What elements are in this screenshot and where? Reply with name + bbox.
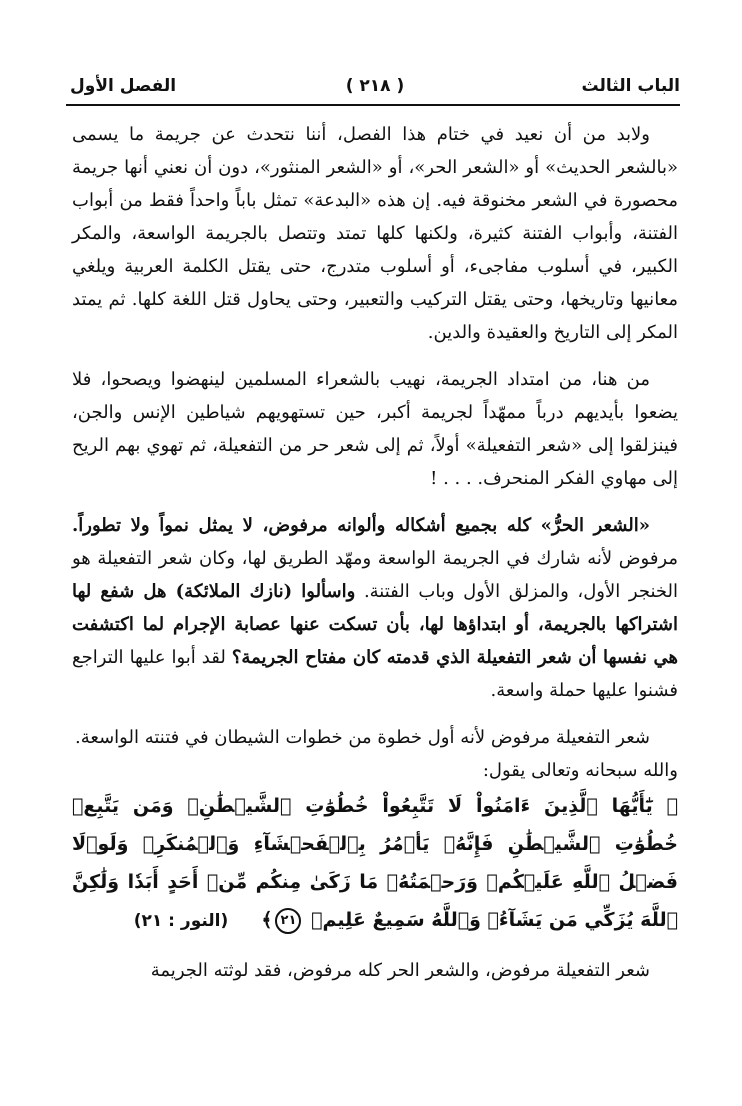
page-number: ( ٢١٨ ) (345, 76, 405, 96)
quran-verse-text: ﴿ يَٰٓأَيُّهَا ٱلَّذِينَ ءَامَنُواْ لَا تَتَّبِعُواْ خُطُوَٰتِ ٱلشَّيۡطَٰنِۚ وَمَن يَتَّبِعۡ خُطُوَٰتِ ٱلشَّيۡطَٰنِ فَإِنَّهُۥ يَأۡمُرُ بِٱلۡفَحۡشَآءِ وَٱلۡمُنكَرِۚ وَلَوۡلَا فَضۡلُ ٱللَّهِ عَلَيۡكُمۡ وَرَحۡمَتُهُۥ مَا زَكَىٰ مِنكُم مِّنۡ أَحَدٍ أَبَدٗا وَلَٰكِنَّ ٱللَّهَ يُزَكِّي مَن يَشَآءُۗ وَٱللَّهُ سَمِيعٌ عَلِيمٞ (72, 795, 678, 931)
header-divider (66, 104, 680, 106)
section-title: الفصل الأول (70, 76, 177, 96)
paragraph-4-intro: والله سبحانه وتعالى يقول: (482, 760, 678, 781)
paragraph-3 (72, 509, 678, 707)
quran-verse (72, 787, 678, 940)
page-body (72, 118, 678, 987)
ayah-number-mark: ٢١ (275, 908, 301, 934)
paragraph-3-text-a: مرفوض لأنه شارك في الجريمة الواسعة ومهّد الطريق لها، وكان شعر التفعيلة هو الخنجر الأول، والمزلق الأول وباب الفتنة. (72, 548, 678, 602)
chapter-title: الباب الثالث (581, 76, 680, 96)
quran-close-bracket: ﴾ (261, 909, 273, 931)
page-header (70, 74, 680, 104)
paragraph-4: شعر التفعيلة مرفوض لأنه أول خطوة من خطوات الشيطان في فتنته الواسعة. (75, 727, 650, 748)
quran-reference: (النور : ٢١) (133, 911, 229, 931)
paragraph-3-bold-lead: «الشعر الحرُّ» كله بجميع أشكاله وألوانه مرفوض، لا يمثل نمواً ولا تطوراً. (72, 515, 650, 536)
paragraph-3-text-b: لقد أبوا عليها التراجع فشنوا عليها حملة واسعة. (72, 647, 678, 701)
paragraph-5: شعر التفعيلة مرفوض، والشعر الحر كله مرفوض، فقد لوثته الجريمة (150, 960, 650, 981)
paragraph-1: ولابد من أن نعيد في ختام هذا الفصل، أننا نتحدث عن جريمة ما يسمى «بالشعر الحديث» أو «الشعر الحر»، أو «الشعر المنثور»، دون أن نعني أنها جريمة محصورة في الشعر مخنوقة فيه. إن هذه «البدعة» تمثل باباً واحداً فقط من أبواب الفتنة، وأبواب الفتنة كثيرة، ولكنها كلها تمتد وتتصل بالجريمة الواسعة، والمكر الكبير، في أسلوب مفاجىء، أو أسلوب متدرج، حتى يقتل الكلمة العربية ويلغي معانيها وتاريخها، وحتى يقتل التركيب والتعبير، وحتى يحاول قتل اللغة كلها. ثم يمتد المكر إلى التاريخ والعقيدة والدين. (72, 124, 678, 343)
paragraph-3-bold-question: واسألوا (نازك الملائكة) هل شفع لها اشتراكها بالجريمة، أو ابتداؤها لها، بأن تسكت عنها عصابة الإجرام لما اكتشفت هي نفسها أن شعر التفعيلة الذي قدمته كان مفتاح الجريمة؟ (72, 581, 678, 668)
paragraph-2: من هنا، من امتداد الجريمة، نهيب بالشعراء المسلمين لينهضوا ويصحوا، فلا يضعوا بأيديهم درباً ممهّداً لجريمة أكبر، حين تستهويهم شياطين الإنس والجن، فينزلقوا إلى «شعر التفعيلة» أولاً، ثم إلى شعر حر من التفعيلة، ثم تهوي بهم الريح إلى مهاوي الفكر المنحرف. . . . ! (72, 369, 678, 489)
